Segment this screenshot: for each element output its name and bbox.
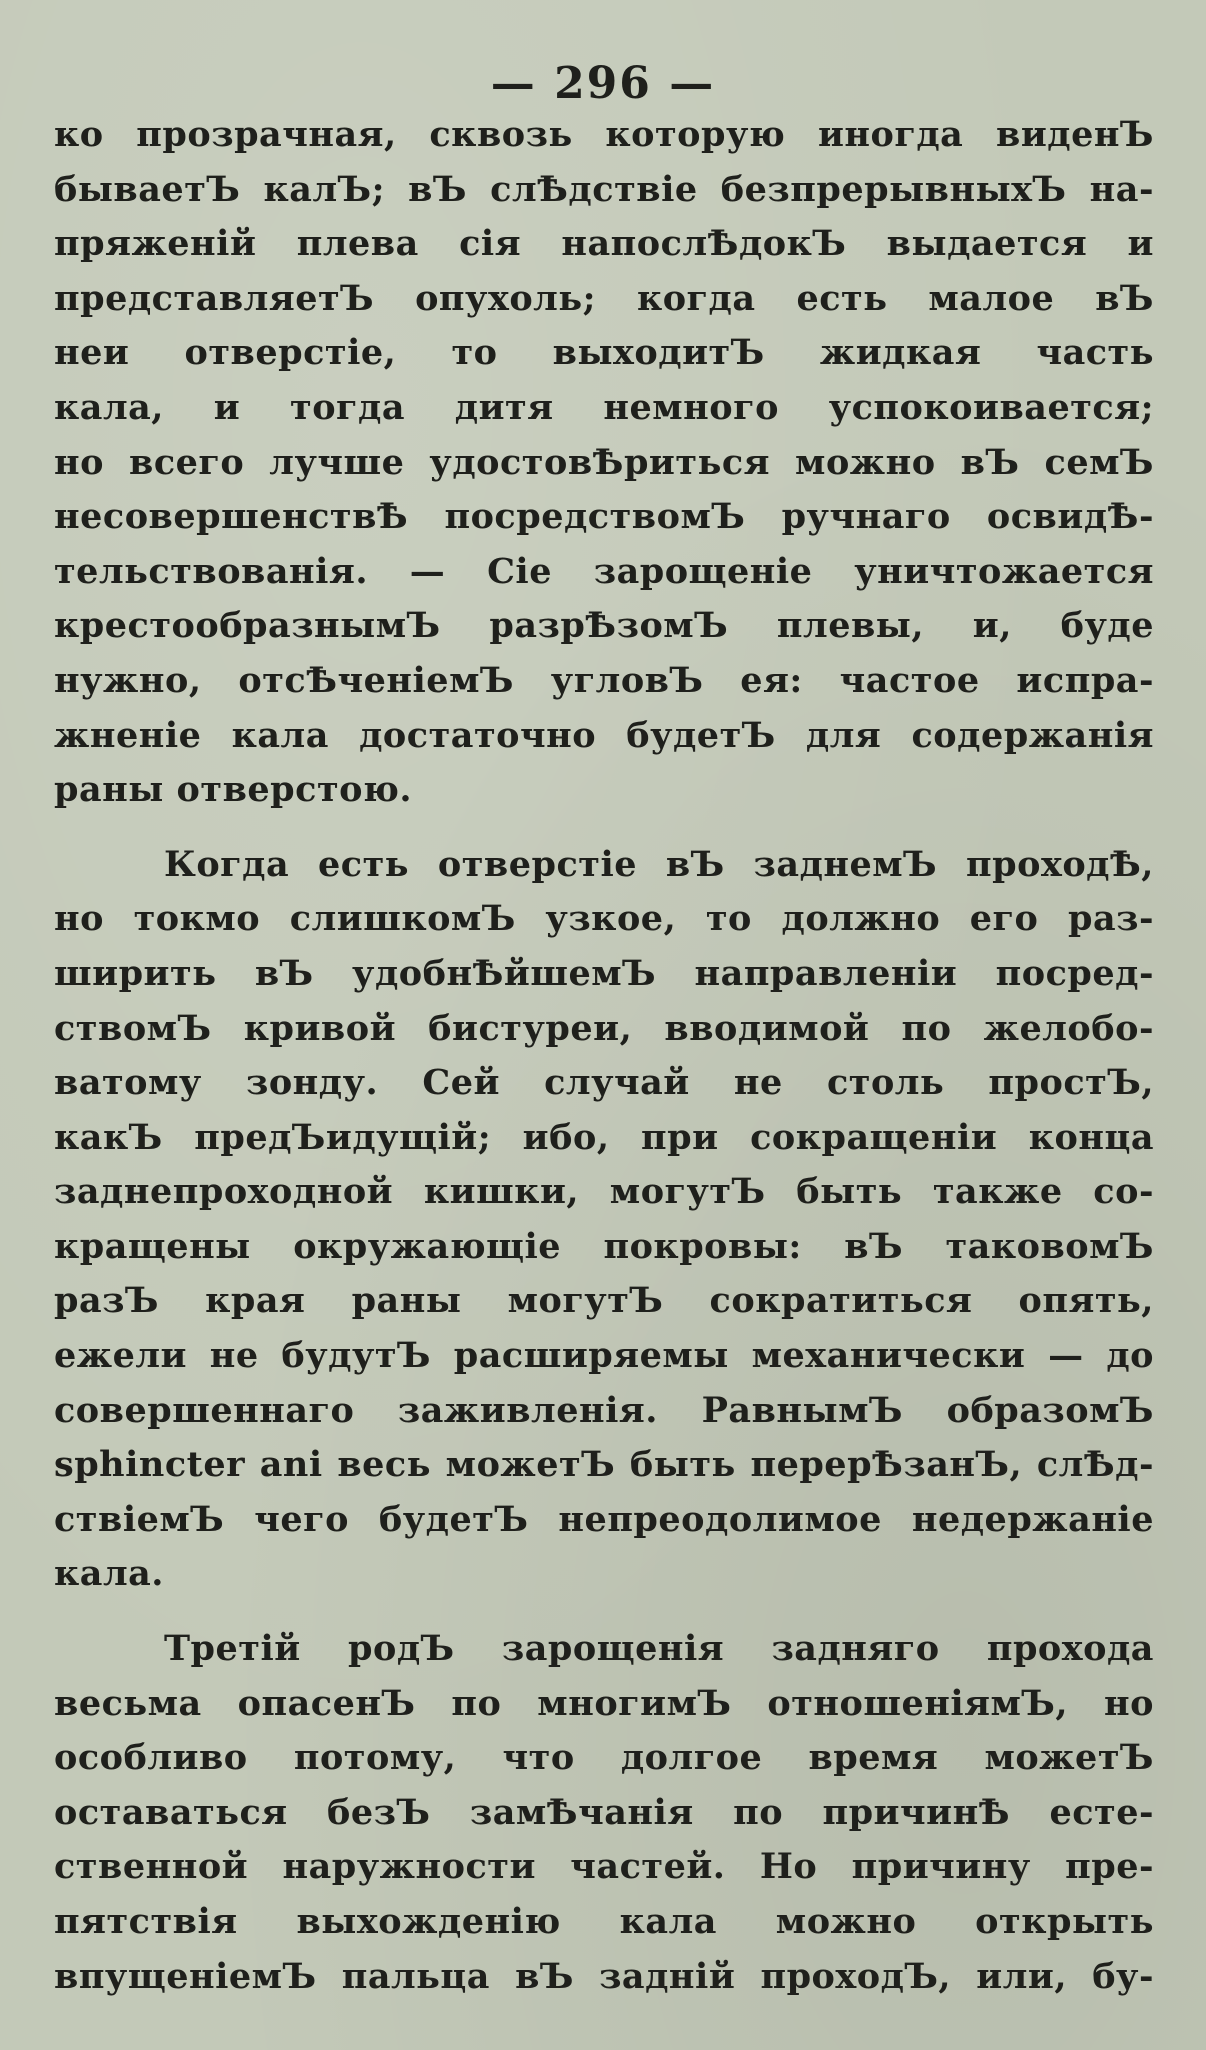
text-line: пряженій плева сія напослѢдокЪ выдается и [54,223,1154,265]
text-line: Третій родЪ зарощенія задняго прохода [164,1628,1154,1670]
text-line: ствіемЪ чего будетЪ непреодолимое недержаніе [54,1498,1154,1540]
paragraph-2 [54,838,1154,1602]
text-line: представляетЪ опухоль; когда есть малое вЪ [54,277,1154,319]
text-line: пятствія выхожденію кала можно открыть [54,1901,1154,1942]
text-line: какЪ предЪидущій; ибо, при сокращеніи конца [54,1116,1154,1158]
text-line: особливо потому, что долгое время можетЪ [54,1737,1154,1779]
text-line: оставаться безЪ замѢчанія по причинѢ есте- [54,1791,1154,1833]
text-line: нужно, отсѢченіемЪ угловЪ ея: частое испра- [54,659,1154,701]
text-line: впущеніемЪ пальца вЪ задній проходЪ, или, бу- [54,1955,1154,1997]
body-text [54,108,1154,2004]
text-line: ватому зонду. Сей случай не столь простЪ, [54,1062,1154,1104]
text-line: раны отверстою. [54,769,413,811]
text-line: кращены окружающіе покровы: вЪ таковомЪ [54,1225,1154,1267]
text-line: sphincter ani весь можетЪ быть перерѢзанЪ, слѢд- [54,1444,1154,1486]
text-line: совершеннаго заживленія. РавнымЪ образомЪ [54,1389,1154,1431]
text-line: кала, и тогда дитя немного успокоивается; [54,386,1154,428]
text-line: ствомЪ кривой бистуреи, вводимой по желобо- [54,1007,1154,1049]
text-line: весьма опасенЪ по многимЪ отношеніямЪ, но [54,1682,1154,1724]
text-line: но токмо слишкомЪ узкое, то должно его раз- [54,898,1154,940]
text-line: ежели не будутЪ расширяемы механически — до [54,1335,1154,1377]
paragraph-3 [54,1622,1154,2004]
text-line: разЪ края раны могутЪ сократиться опять, [54,1280,1154,1322]
text-line: заднепроходной кишки, могутЪ быть также со- [54,1171,1154,1213]
text-line: кала. [54,1553,164,1595]
text-line: ширить вЪ удобнѢйшемЪ направленіи посред- [54,952,1154,994]
text-line: жненіе кала достаточно будетЪ для содержанія [54,714,1154,756]
text-line: но всего лучше удостовѢриться можно вЪ семЪ [54,441,1154,483]
text-line: неи отверстіе, то выходитЪ жидкая часть [54,332,1154,374]
text-line: крестообразнымЪ разрѢзомЪ плевы, и, буде [54,605,1154,647]
text-line: бываетЪ калЪ; вЪ слѢдствіе безпрерывныхЪ на- [54,168,1154,210]
text-line: Когда есть отверстіе вЪ заднемЪ проходѢ, [164,843,1154,885]
text-line: несовершенствѢ посредствомЪ ручнаго освидѢ- [54,496,1154,538]
text-line: ко прозрачная, сквозь которую иногда виденЪ [54,114,1154,155]
text-line: ственной наружности частей. Но причину пре- [54,1846,1154,1888]
paragraph-1 [54,108,1154,818]
text-line: тельствованія. — Сіе зарощеніе уничтожается [54,550,1154,592]
page-number: — 296 — [490,58,716,109]
